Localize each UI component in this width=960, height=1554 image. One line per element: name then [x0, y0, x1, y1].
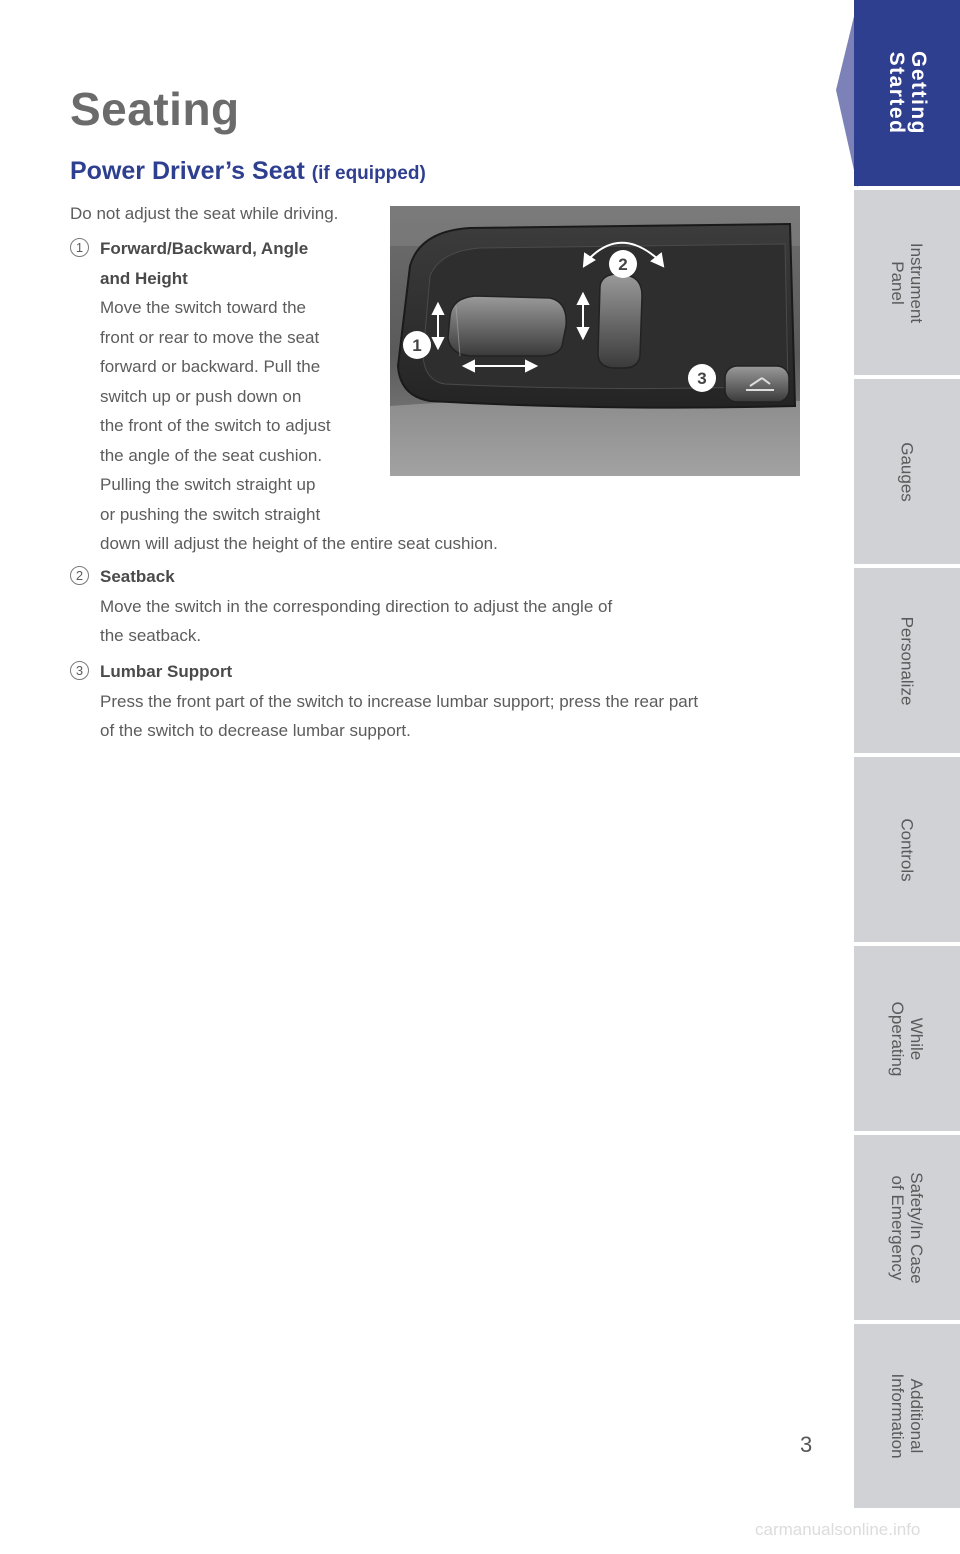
item-desc-line: the seatback.: [100, 626, 202, 645]
item-desc-line: or pushing the switch straight: [100, 504, 321, 524]
photo-callout-3: [688, 364, 716, 392]
section-title-text: Power Driver’s Seat: [70, 157, 305, 185]
section-title: [70, 157, 426, 186]
tab-gauges[interactable]: [854, 379, 960, 564]
item-title: [100, 562, 810, 592]
item-desc-line: the front of the switch to adjust: [100, 416, 331, 435]
seat-switch-photo: [390, 206, 800, 476]
tab-while-operating[interactable]: [854, 946, 960, 1131]
svg-text:3: 3: [697, 369, 707, 388]
item-desc-line: Move the switch toward the: [100, 298, 306, 317]
item-title: [100, 657, 810, 687]
item-description: [100, 687, 810, 746]
item-desc-line: front or rear to move the seat: [100, 327, 320, 347]
item-desc-line: Press the front part of the switch to increase lumbar support; press the rear part: [100, 691, 699, 711]
instruction-item-2: [70, 562, 810, 651]
item-desc-line: switch up or push down on: [100, 386, 302, 406]
site-watermark: carmanualsonline.info: [755, 1520, 921, 1539]
item-desc-line: down will adjust the height of the entire seat cushion.: [100, 534, 498, 553]
item-number: 3: [70, 661, 89, 680]
item-title-line: Forward/Backward, Angle: [100, 239, 309, 258]
tab-getting-started[interactable]: [854, 0, 960, 186]
tab-label: While Operating: [888, 1001, 926, 1076]
tab-label: Controls: [897, 817, 917, 882]
item-title-line: Seatback: [100, 567, 175, 586]
intro-text: Do not adjust the seat while driving.: [70, 204, 339, 223]
section-qualifier: (if equipped): [311, 163, 426, 184]
tab-additional-information[interactable]: [854, 1324, 960, 1508]
tab-label: Safety/In Case of Emergency: [888, 1171, 926, 1284]
tab-label: Additional Information: [888, 1373, 926, 1459]
instruction-item-3: [70, 657, 810, 746]
tab-controls[interactable]: [854, 757, 960, 942]
item-desc-line: Move the switch in the corresponding direction to adjust the angle of: [100, 596, 613, 616]
item-description: [100, 592, 810, 651]
tab-safety-emergency[interactable]: [854, 1135, 960, 1320]
svg-text:1: 1: [412, 336, 422, 355]
tab-label: Gauges: [897, 441, 917, 502]
tab-instrument-panel[interactable]: [854, 190, 960, 375]
page-content: [70, 0, 850, 1554]
page-number: 3: [800, 1432, 813, 1457]
tab-label: Instrument Panel: [888, 242, 926, 323]
tab-label: Personalize: [897, 616, 917, 705]
tab-personalize[interactable]: [854, 568, 960, 753]
svg-text:2: 2: [618, 255, 628, 274]
page-title: Seating: [70, 83, 240, 135]
item-desc-line: Pulling the switch straight up: [100, 475, 316, 494]
item-desc-line: of the switch to decrease lumbar support.: [100, 721, 411, 740]
item-title-line: and Height: [100, 268, 188, 288]
item-title-line: Lumbar Support: [100, 662, 233, 681]
tab-label: Getting Started: [885, 51, 930, 135]
item-desc-line: the angle of the seat cushion.: [100, 445, 323, 465]
photo-callout-2: [609, 250, 637, 278]
item-number: 2: [70, 566, 89, 585]
item-number: 1: [70, 238, 89, 257]
item-desc-line: forward or backward. Pull the: [100, 357, 321, 376]
photo-callout-1: [403, 331, 431, 359]
chapter-sidebar: [854, 0, 960, 1510]
